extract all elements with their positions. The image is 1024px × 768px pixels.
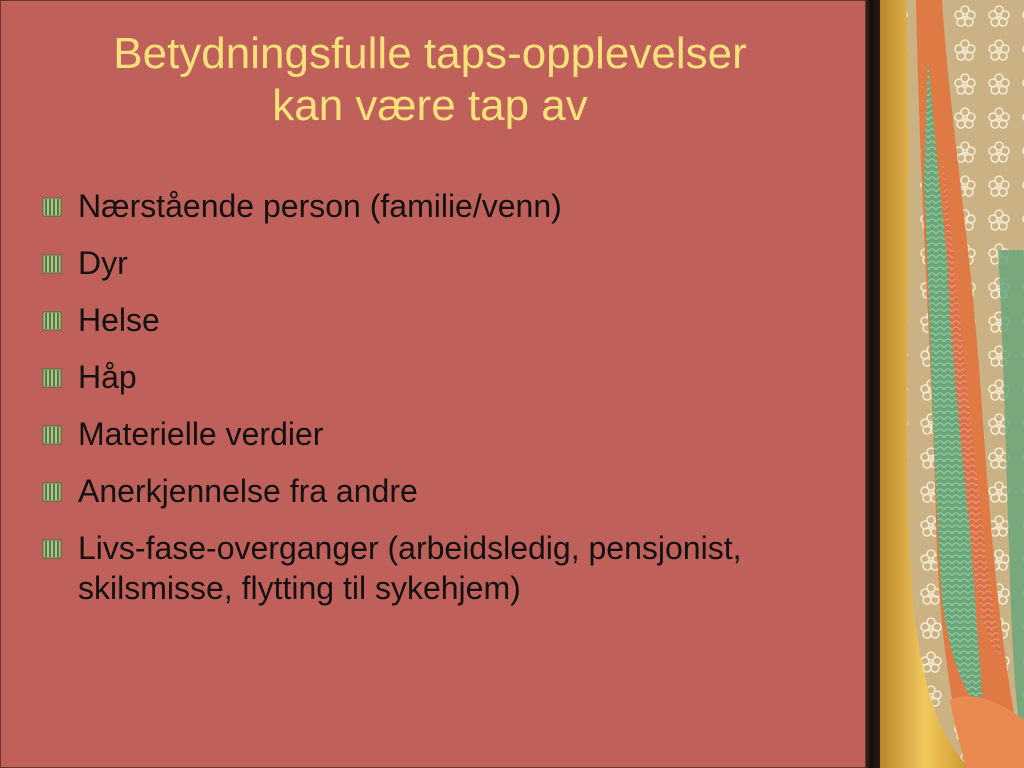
bullet-text: Anerkjennelse fra andre <box>78 473 418 509</box>
bullet-item <box>42 357 842 397</box>
striped-square-bullet-icon <box>42 197 62 217</box>
striped-square-bullet-icon <box>42 254 62 274</box>
bullet-item <box>42 186 842 226</box>
striped-square-bullet-icon <box>42 482 62 502</box>
bullet-item <box>42 414 842 454</box>
slide-title-line-2: kan være tap av <box>272 81 588 130</box>
bullet-item <box>42 528 842 608</box>
decorative-drape-illustration <box>880 0 1024 768</box>
panel-divider <box>866 0 880 768</box>
bullet-item <box>42 471 842 511</box>
slide-title-line-1: Betydningsfulle taps-opplevelser <box>113 29 747 78</box>
slide-title <box>30 28 830 132</box>
striped-square-bullet-icon <box>42 425 62 445</box>
striped-square-bullet-icon <box>42 539 62 559</box>
bullet-list <box>42 186 842 625</box>
decorative-side-panel <box>880 0 1024 768</box>
bullet-text: Dyr <box>78 245 128 281</box>
bullet-text: Helse <box>78 302 160 338</box>
bullet-text: Nærstående person (familie/venn) <box>78 188 562 224</box>
striped-square-bullet-icon <box>42 311 62 331</box>
striped-square-bullet-icon <box>42 368 62 388</box>
bullet-item <box>42 300 842 340</box>
bullet-text: Materielle verdier <box>78 416 324 452</box>
bullet-item <box>42 243 842 283</box>
bullet-text: Håp <box>78 359 137 395</box>
bullet-text: Livs-fase-overganger (arbeidsledig, pensjonist, skilsmisse, flytting til sykehjem) <box>78 530 742 606</box>
